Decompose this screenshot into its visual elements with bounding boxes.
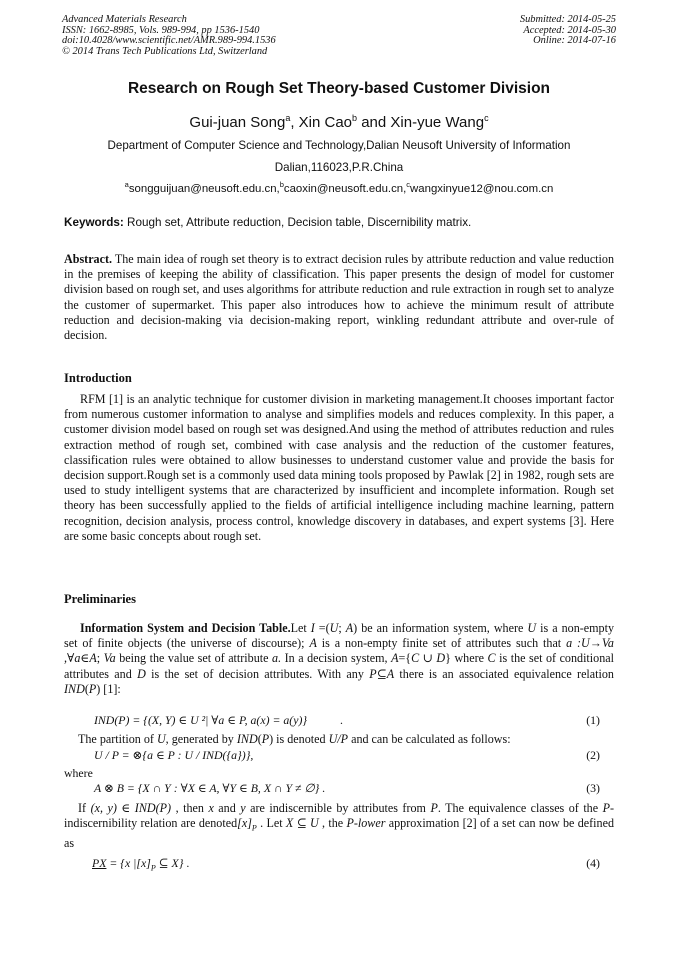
author-3-mark: c xyxy=(484,113,489,123)
symbol: IND xyxy=(64,681,85,696)
symbol: U/P xyxy=(328,732,349,746)
text-run: being the value set of attribute xyxy=(115,651,273,666)
text-run: =( xyxy=(314,621,330,635)
author-1-mark: a xyxy=(285,113,291,123)
section-heading-introduction: Introduction xyxy=(64,371,132,385)
equation-2-formula: U / P = ⊗{a ∈ P : U / IND({a})}, xyxy=(94,748,254,762)
symbol: P xyxy=(261,732,270,746)
submission-dates xyxy=(520,15,616,47)
symbol: C xyxy=(487,651,496,666)
symbol: a. xyxy=(272,651,282,666)
symbol: P-lower xyxy=(346,816,386,831)
symbol: P xyxy=(602,801,610,815)
equation-4-sub: P xyxy=(150,863,156,873)
author-2: , Xin Cao xyxy=(290,114,353,131)
symbol: a :U→Va ,∀a∈A xyxy=(64,636,614,666)
introduction-text: RFM [1] is an analytic technique for customer division in marketing management.It chooses important factor from numerous customer information to analyse and simplifies models and reduces complexity. In this paper, a customer division model based on rough set was designed.And using the method of attributes reduction and rules extraction method of rough set, combined with case analysis and the reduction of the customer features, classification rules were obtained to allow businesses to understand customer value and provide the basis for decision support.Rough set is a commonly used data mining tools proposed by Pawlak [2] in 1982, rough sets are used to study intelligent systems that are characterized by insufficient and incomplete information. Rough set theory has been successfully applied to the fields of artificial intelligence including machine learning, pattern recognition, decision analysis, process control, knowledge discovery in databases, and expert systems [3]. Here are some basic concepts about rough set. xyxy=(64,392,614,543)
text-run: ( xyxy=(257,732,262,746)
text-run: is the set of decision attributes. With any xyxy=(145,666,370,681)
journal-info xyxy=(62,15,276,57)
symbol: y xyxy=(240,801,246,815)
preliminaries-paragraph-1 xyxy=(64,621,614,697)
equation-1-number: (1) xyxy=(586,713,600,727)
text-run: , the xyxy=(318,816,347,831)
symbol: P xyxy=(251,823,257,833)
text-run: Let xyxy=(290,621,311,635)
equation-4 xyxy=(64,856,614,874)
equation-1 xyxy=(64,713,614,731)
text-run: are indiscernible by attributes from xyxy=(245,801,431,815)
keywords-text: Rough set, Attribute reduction, Decision table, Discernibility matrix. xyxy=(123,216,472,229)
email-1[interactable]: songguijuan@neusoft.edu.cn, xyxy=(128,182,280,195)
equation-4-lhs: PX xyxy=(92,856,107,870)
text-run: . The equivalence classes of the xyxy=(437,801,603,815)
section-heading-preliminaries: Preliminaries xyxy=(64,592,136,606)
preliminaries-paragraph-3 xyxy=(64,801,614,851)
text-run: there is an associated equivalence relation xyxy=(394,666,614,681)
text-run: ; xyxy=(338,621,346,635)
affiliation-line-1: Department of Computer Science and Technology,Dalian Neusoft University of Information xyxy=(107,139,571,152)
text-run: and xyxy=(213,801,241,815)
symbol: U xyxy=(329,621,339,635)
email-1-mark: a xyxy=(124,180,129,189)
keywords xyxy=(64,216,616,229)
symbol: A xyxy=(391,651,399,666)
journal-doi: doi:10.4028/www.scientific.net/AMR.989-994.1536 xyxy=(62,35,276,47)
date-submitted: Submitted: 2014-05-25 xyxy=(519,14,616,25)
symbol: P xyxy=(88,681,97,696)
symbol: Va xyxy=(103,651,116,666)
equation-4-rhs: = {x |[x] xyxy=(106,856,151,870)
equation-2-number: (2) xyxy=(586,748,600,762)
keywords-label: Keywords: xyxy=(64,216,124,229)
text-run: is the set of conditional attributes and xyxy=(64,651,614,681)
author-2-mark: b xyxy=(352,113,358,123)
journal-name: Advanced Materials Research xyxy=(62,14,187,25)
abstract xyxy=(64,252,614,343)
email-2-mark: b xyxy=(279,180,284,189)
date-online: Online: 2014-07-16 xyxy=(533,35,616,47)
text-run: approximation [2] of a set can now be defined as xyxy=(64,816,614,850)
symbol: P xyxy=(369,666,377,681)
subheading-information-system: Information System and Decision Table. xyxy=(80,621,291,635)
symbol: X ⊆ U xyxy=(285,816,319,831)
text-run: The partition of xyxy=(78,732,157,746)
where-line xyxy=(64,766,614,782)
text-run: , generated by xyxy=(165,732,237,746)
author-list xyxy=(0,113,678,131)
equation-2 xyxy=(64,748,614,766)
text-run: If xyxy=(78,801,91,815)
symbol: P xyxy=(430,801,438,815)
text-run: } where xyxy=(445,651,488,666)
symbol: A xyxy=(386,666,395,681)
text-run: , then xyxy=(171,801,209,815)
symbol: IND xyxy=(236,732,258,746)
equation-3-formula: A ⊗ B = {X ∩ Y : ∀X ∈ A, ∀Y ∈ B, X ∩ Y ≠ ∅} . xyxy=(94,781,326,795)
author-3: and Xin-yue Wang xyxy=(357,114,485,131)
text-run: ; xyxy=(96,651,104,666)
symbol: U xyxy=(527,621,537,635)
text-run: In a decision system, xyxy=(281,651,392,666)
email-3-mark: c xyxy=(406,180,411,189)
affiliation-line-2: Dalian,116023,P.R.China xyxy=(274,161,404,174)
equation-4-formula xyxy=(92,856,189,875)
symbol: (x, y) ∈ IND(P) xyxy=(90,801,172,815)
symbol: A xyxy=(309,636,317,651)
author-1: Gui-juan Song xyxy=(189,114,286,131)
symbol: x xyxy=(208,801,214,815)
symbol: A xyxy=(345,621,354,635)
date-accepted: Accepted: 2014-05-30 xyxy=(523,24,616,36)
abstract-text: The main idea of rough set theory is to extract decision rules by attribute reduction and value reduction in the premises of keeping the ability of classification. This paper presents the design of model for customer division based on rough set, and uses algorithms for attribute reduction and rule extraction in rough set to analyze the customer of supermarket. This paper also introduces how to achieve the minimum result of attribute reduction and decision-making via decision-making report, winkling redundant attribute and over-rule of decision. xyxy=(64,252,614,343)
journal-copyright: © 2014 Trans Tech Publications Ltd, Switzerland xyxy=(62,45,268,57)
text-run: ) be an information system, where xyxy=(353,621,528,635)
symbol: C ∪ D xyxy=(411,651,446,666)
where-word: where xyxy=(64,766,93,780)
text-run: ⊆ xyxy=(376,666,387,681)
text-run: is a non-empty set of finite objects (the universe of discourse); xyxy=(64,621,615,651)
equation-4-dot: . xyxy=(183,856,190,870)
equation-4-number: (4) xyxy=(586,856,600,870)
text-run: . Let xyxy=(256,816,286,831)
text-run: -indiscernibility relation are denoted xyxy=(64,801,615,831)
symbol: U xyxy=(156,732,166,746)
equation-4-end: ⊆ X} xyxy=(155,856,184,870)
symbol: [x] xyxy=(237,816,252,831)
email-3[interactable]: wangxinyue12@nou.com.cn xyxy=(410,182,554,195)
email-list xyxy=(0,180,678,195)
paper-title: Research on Rough Set Theory-based Customer Division xyxy=(127,80,551,97)
journal-issn: ISSN: 1662-8985, Vols. 989-994, pp 1536-1540 xyxy=(62,24,260,36)
equation-1-formula: IND(P) = {(X, Y) ∈ U ²| ∀a ∈ P, a(x) = a(y)} xyxy=(94,713,308,727)
equation-3 xyxy=(64,781,614,799)
text-run: ( xyxy=(84,681,89,696)
text-run: ={ xyxy=(398,651,412,666)
abstract-label: Abstract. xyxy=(64,252,113,266)
symbol: I xyxy=(310,621,315,635)
symbol: D xyxy=(137,666,146,681)
equation-3-number: (3) xyxy=(586,781,600,795)
text-run: ) is denoted xyxy=(269,732,329,746)
text-run: ) [1]: xyxy=(96,681,121,696)
preliminaries-paragraph-2 xyxy=(64,732,614,747)
equation-1-dot: . xyxy=(340,713,343,727)
text-run: and can be calculated as follows: xyxy=(348,732,511,746)
email-2[interactable]: caoxin@neusoft.edu.cn, xyxy=(283,182,407,195)
text-run: is a non-empty finite set of attributes such that xyxy=(316,636,567,651)
